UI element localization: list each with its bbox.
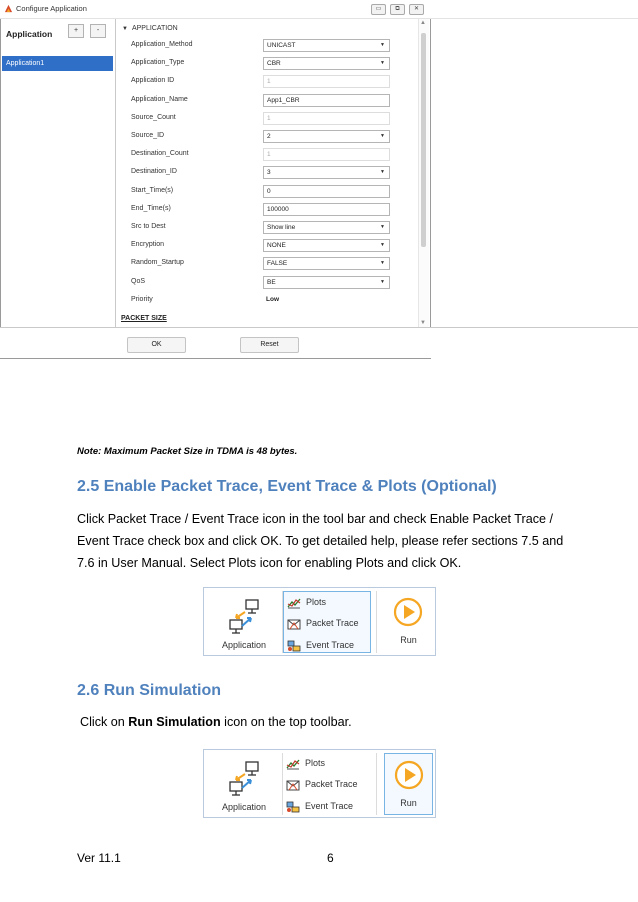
- dropdown-arrow-icon[interactable]: ▼: [380, 60, 385, 67]
- property-value: Show line: [267, 224, 296, 231]
- plots-icon: [287, 597, 301, 609]
- scroll-up-icon[interactable]: ▲: [420, 20, 426, 26]
- plots-label: Plots: [306, 597, 327, 607]
- plots-icon: [286, 758, 300, 770]
- property-value-field: [263, 75, 390, 88]
- section-label: APPLICATION: [131, 25, 178, 32]
- property-value: CBR: [267, 60, 281, 68]
- scroll-thumb[interactable]: [421, 33, 426, 247]
- note-text: Note: Maximum Packet Size in TDMA is 48 bytes.: [77, 446, 298, 457]
- event-trace-label: Event Trace: [306, 640, 355, 650]
- property-value: 1: [267, 151, 271, 159]
- property-label: Src to Dest: [131, 223, 166, 230]
- run-tool[interactable]: [384, 753, 433, 815]
- property-value: App1_CBR: [267, 96, 300, 104]
- dropdown-arrow-icon[interactable]: ▼: [380, 224, 385, 230]
- footer-version: Ver 11.1: [77, 851, 121, 865]
- application-tool[interactable]: [210, 596, 278, 652]
- property-value: 0: [267, 187, 271, 195]
- plots-tool[interactable]: [287, 593, 326, 611]
- packet-trace-icon: [286, 779, 300, 791]
- run-icon: [394, 760, 424, 790]
- run-simulation-emphasis: Run Simulation: [128, 715, 221, 729]
- application-tool[interactable]: [210, 758, 278, 814]
- dropdown-arrow-icon[interactable]: ▼: [380, 133, 385, 139]
- toolbar-divider: [376, 591, 377, 653]
- event-trace-tool[interactable]: [286, 797, 353, 815]
- property-value-field: [263, 148, 390, 161]
- dropdown-arrow-icon[interactable]: ▼: [380, 260, 385, 267]
- close-button[interactable]: ✕: [409, 4, 424, 15]
- property-value-dropdown[interactable]: [263, 130, 390, 143]
- dropdown-arrow-icon[interactable]: ▼: [380, 242, 385, 249]
- section-header-application[interactable]: [122, 25, 178, 32]
- ok-button[interactable]: OK: [127, 337, 186, 353]
- application-list-panel: [0, 19, 116, 327]
- packet-trace-tool[interactable]: [287, 614, 359, 632]
- section-body-2-6: [80, 711, 570, 733]
- property-value-dropdown[interactable]: [263, 239, 390, 252]
- dropdown-arrow-icon[interactable]: ▼: [380, 42, 385, 48]
- property-value: 100000: [267, 205, 289, 213]
- reset-button[interactable]: Reset: [240, 337, 299, 353]
- property-label: Destination_ID: [131, 168, 177, 176]
- property-value: 1: [267, 114, 271, 122]
- property-grid: [116, 19, 429, 327]
- toolbar-image-trace: [203, 587, 436, 656]
- property-label: Priority: [131, 295, 153, 303]
- section-body-2-5: Click Packet Trace / Event Trace icon in the tool bar and check Enable Packet Trace / Event Trace check box and click OK. To get detailed help, please refer sections 7.5 and 7.6 in User Manual. Select Plots icon for enabling Plots and click OK.: [77, 512, 564, 570]
- application-icon: [228, 760, 262, 800]
- add-application-button[interactable]: +: [68, 24, 84, 38]
- property-value: 2: [267, 133, 271, 140]
- property-value: BE: [267, 278, 276, 286]
- event-trace-tool[interactable]: [287, 636, 354, 654]
- event-trace-label: Event Trace: [305, 801, 354, 811]
- property-label: End_Time(s): [131, 204, 171, 212]
- property-value: NONE: [267, 242, 286, 250]
- toolbar-divider: [376, 753, 377, 815]
- property-label: Source_ID: [131, 132, 165, 139]
- property-value-field[interactable]: [263, 185, 390, 198]
- event-trace-icon: [287, 640, 301, 652]
- maximize-button[interactable]: ⧉: [390, 4, 405, 15]
- run-tool[interactable]: [384, 591, 433, 653]
- packet-trace-label: Packet Trace: [305, 779, 358, 789]
- plots-label: Plots: [305, 758, 326, 768]
- configure-application-dialog: [0, 0, 431, 359]
- page-number: 6: [327, 851, 334, 865]
- dropdown-arrow-icon[interactable]: ▼: [380, 278, 385, 285]
- collapse-arrow-icon: ▼: [122, 26, 128, 32]
- application-list-header: Application: [6, 29, 53, 39]
- property-value-field[interactable]: [263, 94, 390, 107]
- property-value: Low: [266, 295, 279, 303]
- property-value-dropdown[interactable]: [263, 57, 390, 70]
- dropdown-arrow-icon[interactable]: ▼: [380, 169, 385, 176]
- scroll-down-icon[interactable]: ▼: [420, 320, 426, 326]
- run-icon: [393, 597, 423, 627]
- section-heading-2-6: 2.6 Run Simulation: [77, 682, 222, 699]
- packet-trace-icon: [287, 618, 301, 630]
- application-list-item[interactable]: Application1: [2, 56, 113, 71]
- section-header-packet-size[interactable]: PACKET SIZE: [121, 315, 167, 322]
- trace-tool-group: [283, 591, 371, 653]
- property-value-field[interactable]: [263, 203, 390, 216]
- property-label: Start_Time(s): [131, 186, 174, 194]
- trace-tool-group: [283, 753, 371, 815]
- property-label: Destination_Count: [131, 150, 189, 158]
- section-heading-2-5: 2.5 Enable Packet Trace, Event Trace & Plots (Optional): [77, 478, 497, 495]
- body-suffix: icon on the top toolbar.: [220, 715, 352, 729]
- property-value-field: [263, 112, 390, 125]
- property-label: Application_Type: [131, 59, 185, 67]
- property-value-dropdown[interactable]: [263, 221, 390, 234]
- property-label: Random_Startup: [131, 259, 184, 267]
- event-trace-icon: [286, 801, 300, 813]
- property-value: 1: [267, 78, 271, 86]
- property-value: FALSE: [267, 260, 288, 268]
- application-icon: [228, 598, 262, 638]
- property-value-dropdown[interactable]: [263, 276, 390, 289]
- plots-tool[interactable]: [286, 754, 325, 772]
- remove-application-button[interactable]: -: [90, 24, 106, 38]
- property-value: 3: [267, 169, 271, 177]
- property-value-text: [263, 294, 390, 307]
- property-label: Application_Name: [131, 95, 188, 103]
- property-label: Application_Method: [131, 41, 193, 48]
- minimize-button[interactable]: ▭: [371, 4, 386, 15]
- application-tool-label: Application: [221, 802, 267, 812]
- property-value-dropdown[interactable]: [263, 39, 390, 52]
- dialog-title-bar: [0, 0, 638, 19]
- application-tool-label: Application: [221, 640, 267, 650]
- vertical-scrollbar[interactable]: [418, 19, 429, 327]
- property-label: Source_Count: [131, 113, 176, 121]
- packet-trace-label: Packet Trace: [306, 618, 359, 628]
- app-logo-icon: [4, 4, 13, 13]
- toolbar-image-run: [203, 749, 436, 818]
- run-label: Run: [400, 798, 417, 808]
- dialog-title: Configure Application: [16, 4, 87, 13]
- body-prefix: Click on: [80, 715, 129, 729]
- property-value-dropdown[interactable]: [263, 257, 390, 270]
- property-label: Encryption: [131, 241, 165, 249]
- property-value-dropdown[interactable]: [263, 166, 390, 179]
- property-label: QoS: [131, 277, 146, 285]
- run-label: Run: [400, 635, 417, 645]
- property-value: UNICAST: [267, 42, 296, 49]
- property-label: Application ID: [131, 77, 175, 85]
- packet-trace-tool[interactable]: [286, 775, 358, 793]
- dialog-footer: [0, 327, 638, 358]
